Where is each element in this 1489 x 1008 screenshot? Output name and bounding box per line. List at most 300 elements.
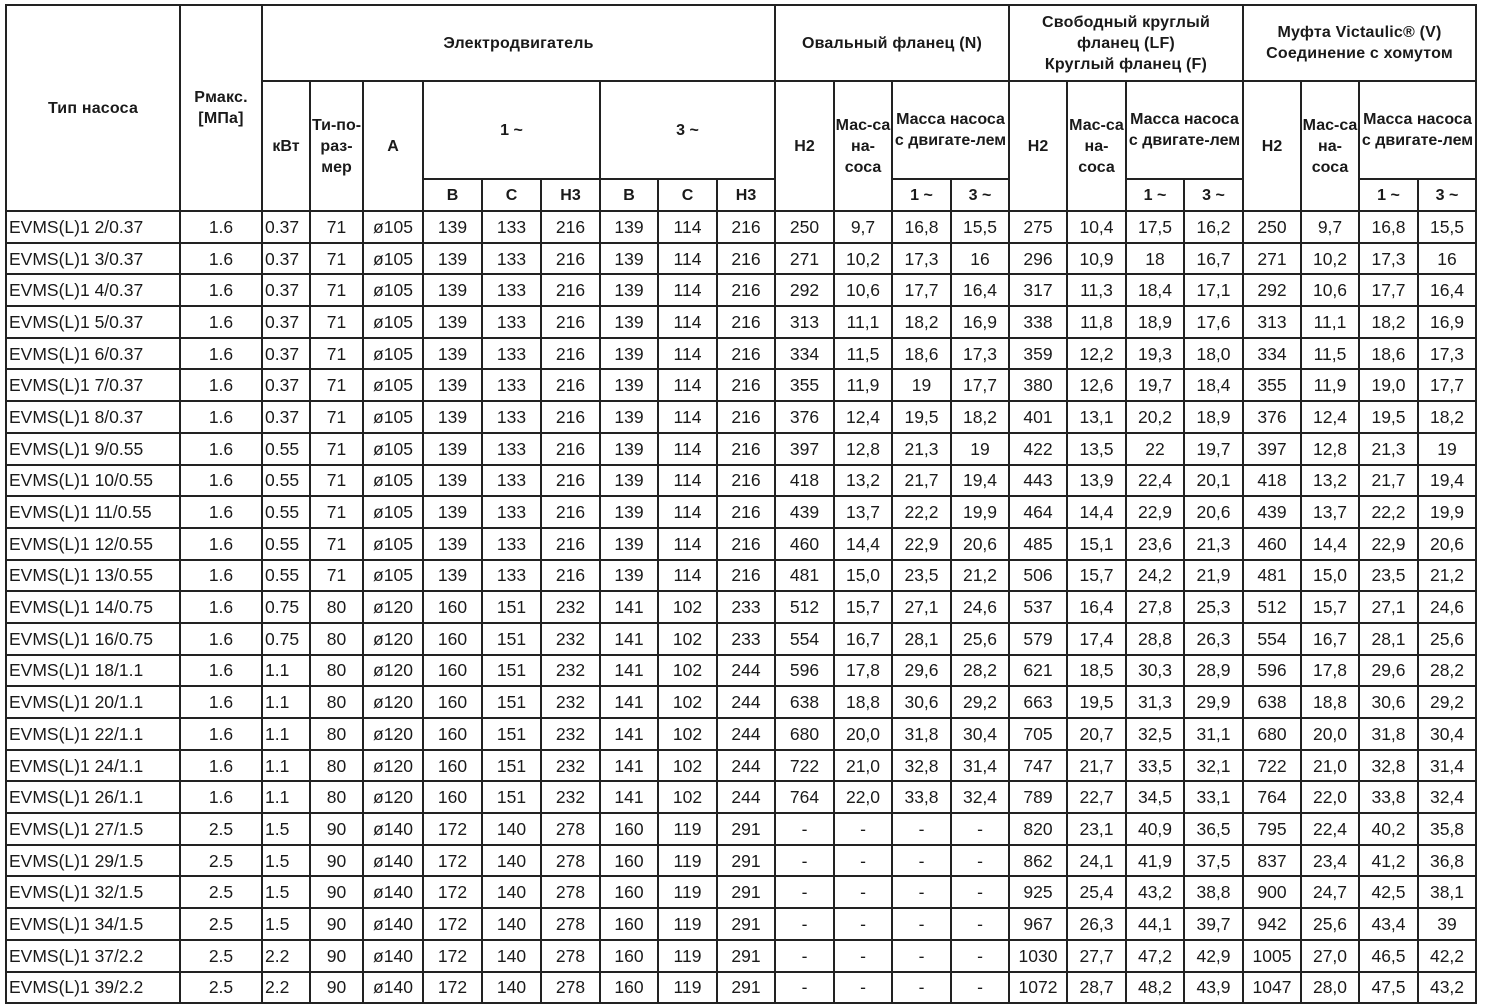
table-cell: 18,9 — [1184, 401, 1243, 433]
table-cell: 12,4 — [834, 401, 892, 433]
table-cell: 1.6 — [180, 750, 262, 782]
table-cell: 291 — [717, 845, 775, 877]
table-cell: 16,7 — [1184, 243, 1243, 275]
table-body — [6, 211, 1476, 1003]
table-cell: 1.5 — [262, 908, 310, 940]
table-cell: 13,5 — [1067, 433, 1126, 465]
table-row — [6, 940, 1476, 972]
table-cell: ø105 — [363, 338, 423, 370]
table-cell: 114 — [658, 243, 717, 275]
table-row — [6, 528, 1476, 560]
table-cell: 596 — [1243, 655, 1301, 687]
pump-type-cell: EVMS(L)1 18/1.1 — [6, 655, 180, 687]
table-cell: 278 — [541, 845, 600, 877]
table-cell: 160 — [423, 591, 482, 623]
table-cell: ø105 — [363, 528, 423, 560]
table-cell: 139 — [600, 369, 658, 401]
table-cell: 22,9 — [1126, 496, 1184, 528]
table-cell: 15,0 — [834, 560, 892, 592]
table-cell: 291 — [717, 940, 775, 972]
table-cell: 10,9 — [1067, 243, 1126, 275]
table-cell: 172 — [423, 813, 482, 845]
table-cell: 160 — [600, 908, 658, 940]
table-cell: 16,7 — [834, 623, 892, 655]
table-cell: 19,9 — [1418, 496, 1476, 528]
table-cell: 17,1 — [1184, 274, 1243, 306]
table-cell: 443 — [1009, 465, 1067, 497]
table-cell: 139 — [600, 496, 658, 528]
table-cell: 12,8 — [834, 433, 892, 465]
table-cell: 537 — [1009, 591, 1067, 623]
table-cell: 32,8 — [892, 750, 951, 782]
table-cell: 29,9 — [1184, 686, 1243, 718]
table-cell: 42,9 — [1184, 940, 1243, 972]
table-cell: 1.6 — [180, 243, 262, 275]
table-cell: 141 — [600, 686, 658, 718]
table-cell: 942 — [1243, 908, 1301, 940]
table-cell: 28,0 — [1301, 972, 1359, 1004]
table-cell: 28,8 — [1126, 623, 1184, 655]
table-cell: 2.5 — [180, 908, 262, 940]
table-cell: 216 — [541, 243, 600, 275]
table-cell: 21,7 — [1359, 465, 1418, 497]
header-pump-type: Тип насоса — [6, 5, 180, 211]
table-cell: - — [951, 845, 1009, 877]
table-cell: 481 — [775, 560, 834, 592]
table-cell: - — [775, 845, 834, 877]
table-cell: 139 — [423, 338, 482, 370]
table-cell: 10,6 — [1301, 274, 1359, 306]
header-oval-pump-mass: Мас-са на-соса — [834, 81, 892, 211]
header-motor: Электродвигатель — [262, 5, 775, 81]
table-row — [6, 401, 1476, 433]
table-cell: 21,2 — [951, 560, 1009, 592]
table-cell: 12,4 — [1301, 401, 1359, 433]
table-cell: 34,5 — [1126, 781, 1184, 813]
table-cell: 172 — [423, 940, 482, 972]
table-cell: 71 — [310, 274, 363, 306]
table-cell: 71 — [310, 243, 363, 275]
table-cell: 133 — [482, 369, 541, 401]
table-cell: 22,0 — [834, 781, 892, 813]
table-cell: 16,2 — [1184, 211, 1243, 243]
table-cell: - — [775, 876, 834, 908]
table-cell: 397 — [1243, 433, 1301, 465]
table-cell: 2.5 — [180, 940, 262, 972]
table-cell: 102 — [658, 655, 717, 687]
pump-type-cell: EVMS(L)1 39/2.2 — [6, 972, 180, 1004]
table-cell: 26,3 — [1184, 623, 1243, 655]
table-cell: 397 — [775, 433, 834, 465]
table-cell: ø120 — [363, 686, 423, 718]
table-cell: 0.37 — [262, 338, 310, 370]
table-cell: 160 — [423, 686, 482, 718]
table-cell: 621 — [1009, 655, 1067, 687]
table-cell: 1.6 — [180, 369, 262, 401]
table-cell: 24,7 — [1301, 876, 1359, 908]
table-cell: 1.6 — [180, 528, 262, 560]
table-cell: 43,9 — [1184, 972, 1243, 1004]
table-cell: 139 — [423, 528, 482, 560]
table-cell: 80 — [310, 623, 363, 655]
pump-type-cell: EVMS(L)1 10/0.55 — [6, 465, 180, 497]
table-cell: 16,4 — [1067, 591, 1126, 623]
table-cell: 48,2 — [1126, 972, 1184, 1004]
table-cell: 15,7 — [1067, 560, 1126, 592]
table-cell: 11,9 — [834, 369, 892, 401]
header-size: Ти-по-раз-мер — [310, 81, 363, 211]
table-cell: 90 — [310, 940, 363, 972]
table-cell: 13,2 — [1301, 465, 1359, 497]
header-c-3ph: C — [658, 179, 717, 211]
pump-type-cell: EVMS(L)1 8/0.37 — [6, 401, 180, 433]
table-cell: 22,7 — [1067, 781, 1126, 813]
table-cell: 21,0 — [834, 750, 892, 782]
table-cell: 313 — [1243, 306, 1301, 338]
table-cell: 0.55 — [262, 496, 310, 528]
table-cell: 21,9 — [1184, 560, 1243, 592]
table-cell: 216 — [541, 338, 600, 370]
table-cell: 460 — [775, 528, 834, 560]
table-cell: 28,1 — [1359, 623, 1418, 655]
table-cell: 29,6 — [1359, 655, 1418, 687]
pump-type-cell: EVMS(L)1 7/0.37 — [6, 369, 180, 401]
pump-type-cell: EVMS(L)1 5/0.37 — [6, 306, 180, 338]
table-cell: 33,8 — [892, 781, 951, 813]
table-cell: 16,8 — [1359, 211, 1418, 243]
table-cell: 764 — [775, 781, 834, 813]
table-cell: 292 — [775, 274, 834, 306]
table-cell: 32,4 — [1418, 781, 1476, 813]
table-cell: ø105 — [363, 401, 423, 433]
header-phase-3: 3 ~ — [600, 81, 775, 179]
table-cell: 17,7 — [892, 274, 951, 306]
table-cell: 133 — [482, 338, 541, 370]
table-cell: 12,6 — [1067, 369, 1126, 401]
table-cell: 43,2 — [1418, 972, 1476, 1004]
table-cell: 71 — [310, 465, 363, 497]
table-cell: 862 — [1009, 845, 1067, 877]
table-cell: 140 — [482, 940, 541, 972]
table-cell: 90 — [310, 972, 363, 1004]
pump-type-cell: EVMS(L)1 24/1.1 — [6, 750, 180, 782]
table-row — [6, 718, 1476, 750]
table-row — [6, 243, 1476, 275]
table-cell: 114 — [658, 560, 717, 592]
table-cell: 114 — [658, 274, 717, 306]
table-cell: 28,2 — [951, 655, 1009, 687]
table-cell: 35,8 — [1418, 813, 1476, 845]
table-cell: 1.1 — [262, 686, 310, 718]
table-cell: 820 — [1009, 813, 1067, 845]
table-cell: 291 — [717, 972, 775, 1004]
table-cell: 119 — [658, 876, 717, 908]
table-cell: 764 — [1243, 781, 1301, 813]
table-cell: 244 — [717, 718, 775, 750]
table-cell: 485 — [1009, 528, 1067, 560]
table-cell: 10,4 — [1067, 211, 1126, 243]
table-cell: - — [775, 940, 834, 972]
table-row — [6, 338, 1476, 370]
table-cell: 216 — [717, 369, 775, 401]
table-cell: 16,4 — [951, 274, 1009, 306]
table-cell: 317 — [1009, 274, 1067, 306]
table-cell: 114 — [658, 369, 717, 401]
table-cell: 22,0 — [1301, 781, 1359, 813]
table-cell: 71 — [310, 496, 363, 528]
table-cell: 216 — [541, 496, 600, 528]
table-cell: 10,2 — [1301, 243, 1359, 275]
table-cell: - — [775, 972, 834, 1004]
table-cell: 464 — [1009, 496, 1067, 528]
table-cell: 216 — [541, 306, 600, 338]
table-cell: 90 — [310, 813, 363, 845]
table-cell: 31,4 — [951, 750, 1009, 782]
table-cell: ø120 — [363, 591, 423, 623]
table-cell: 139 — [600, 306, 658, 338]
table-cell: 26,3 — [1067, 908, 1126, 940]
table-cell: 216 — [717, 560, 775, 592]
table-cell: 40,9 — [1126, 813, 1184, 845]
table-cell: 216 — [541, 465, 600, 497]
table-cell: 1.6 — [180, 274, 262, 306]
header-round-flange — [1009, 5, 1243, 81]
table-cell: 139 — [600, 274, 658, 306]
table-cell: ø140 — [363, 940, 423, 972]
table-cell: 140 — [482, 813, 541, 845]
table-cell: 11,1 — [834, 306, 892, 338]
table-row — [6, 623, 1476, 655]
table-cell: 19,4 — [951, 465, 1009, 497]
table-cell: 46,5 — [1359, 940, 1418, 972]
table-cell: 25,6 — [1301, 908, 1359, 940]
header-a: A — [363, 81, 423, 211]
table-cell: 39 — [1418, 908, 1476, 940]
table-row — [6, 876, 1476, 908]
table-cell: 31,3 — [1126, 686, 1184, 718]
table-cell: - — [834, 940, 892, 972]
table-cell: 140 — [482, 972, 541, 1004]
table-cell: 460 — [1243, 528, 1301, 560]
table-cell: 80 — [310, 781, 363, 813]
table-cell: 2.5 — [180, 876, 262, 908]
table-cell: 18,8 — [834, 686, 892, 718]
table-cell: 2.2 — [262, 940, 310, 972]
table-cell: 278 — [541, 908, 600, 940]
table-cell: 160 — [423, 623, 482, 655]
table-cell: 0.37 — [262, 274, 310, 306]
table-cell: 13,2 — [834, 465, 892, 497]
table-row — [6, 560, 1476, 592]
table-cell: 139 — [423, 211, 482, 243]
table-cell: - — [834, 876, 892, 908]
table-cell: 1.1 — [262, 781, 310, 813]
table-cell: 71 — [310, 401, 363, 433]
header-oval-mass-1ph: 1 ~ — [892, 179, 951, 211]
table-cell: - — [892, 813, 951, 845]
table-cell: - — [775, 813, 834, 845]
table-cell: 0.55 — [262, 433, 310, 465]
table-cell: 139 — [423, 306, 482, 338]
table-cell: 20,6 — [1184, 496, 1243, 528]
table-cell: 232 — [541, 718, 600, 750]
table-cell: 140 — [482, 908, 541, 940]
table-cell: - — [892, 876, 951, 908]
table-cell: 554 — [775, 623, 834, 655]
header-round-mass-3ph: 3 ~ — [1184, 179, 1243, 211]
header-vict-mass-3ph: 3 ~ — [1418, 179, 1476, 211]
table-cell: 133 — [482, 306, 541, 338]
table-cell: 1.1 — [262, 750, 310, 782]
table-cell: 20,0 — [1301, 718, 1359, 750]
table-cell: 133 — [482, 496, 541, 528]
table-cell: 114 — [658, 401, 717, 433]
header-h3-3ph: H3 — [717, 179, 775, 211]
table-cell: 30,6 — [1359, 686, 1418, 718]
table-cell: 21,3 — [1184, 528, 1243, 560]
table-cell: - — [951, 972, 1009, 1004]
table-cell: 42,5 — [1359, 876, 1418, 908]
table-cell: 747 — [1009, 750, 1067, 782]
table-cell: 172 — [423, 972, 482, 1004]
table-cell: 1.6 — [180, 465, 262, 497]
table-cell: - — [951, 940, 1009, 972]
table-cell: 139 — [600, 243, 658, 275]
table-cell: ø140 — [363, 972, 423, 1004]
table-cell: 33,5 — [1126, 750, 1184, 782]
table-cell: 47,2 — [1126, 940, 1184, 972]
table-cell: 17,7 — [1418, 369, 1476, 401]
table-cell: 338 — [1009, 306, 1067, 338]
table-cell: 216 — [717, 338, 775, 370]
table-cell: 250 — [1243, 211, 1301, 243]
table-cell: 22,9 — [892, 528, 951, 560]
pump-type-cell: EVMS(L)1 11/0.55 — [6, 496, 180, 528]
table-cell: ø105 — [363, 465, 423, 497]
table-cell: 355 — [775, 369, 834, 401]
pump-spec-table — [5, 4, 1477, 1004]
table-cell: 37,5 — [1184, 845, 1243, 877]
header-kw: кВт — [262, 81, 310, 211]
pump-type-cell: EVMS(L)1 12/0.55 — [6, 528, 180, 560]
table-cell: 232 — [541, 686, 600, 718]
table-cell: 1.6 — [180, 211, 262, 243]
table-cell: 278 — [541, 972, 600, 1004]
table-row — [6, 781, 1476, 813]
table-cell: 28,1 — [892, 623, 951, 655]
table-cell: 151 — [482, 686, 541, 718]
header-round-h2: H2 — [1009, 81, 1067, 211]
table-cell: 0.75 — [262, 591, 310, 623]
table-cell: 554 — [1243, 623, 1301, 655]
table-cell: 13,1 — [1067, 401, 1126, 433]
table-cell: 401 — [1009, 401, 1067, 433]
table-cell: 19,7 — [1184, 433, 1243, 465]
table-cell: 139 — [423, 243, 482, 275]
table-cell: 140 — [482, 876, 541, 908]
header-oval-flange: Овальный фланец (N) — [775, 5, 1009, 81]
table-cell: ø105 — [363, 496, 423, 528]
header-round-line-1: Свободный круглый — [1042, 13, 1210, 31]
table-cell: 2.5 — [180, 845, 262, 877]
table-cell: 233 — [717, 591, 775, 623]
table-cell: 36,8 — [1418, 845, 1476, 877]
table-cell: 439 — [775, 496, 834, 528]
table-cell: 1.6 — [180, 401, 262, 433]
table-cell: 705 — [1009, 718, 1067, 750]
table-cell: 11,5 — [1301, 338, 1359, 370]
header-victaulic-line-1: Муфта Victaulic® (V) — [1277, 24, 1442, 41]
table-cell: 24,2 — [1126, 560, 1184, 592]
table-cell: - — [892, 845, 951, 877]
table-cell: 15,5 — [951, 211, 1009, 243]
table-cell: 216 — [717, 274, 775, 306]
table-cell: 418 — [775, 465, 834, 497]
table-cell: 1.6 — [180, 433, 262, 465]
table-row — [6, 591, 1476, 623]
table-cell: 19,7 — [1126, 369, 1184, 401]
table-cell: 19,4 — [1418, 465, 1476, 497]
table-cell: 232 — [541, 781, 600, 813]
table-cell: - — [951, 908, 1009, 940]
table-cell: 638 — [775, 686, 834, 718]
table-cell: ø105 — [363, 211, 423, 243]
table-cell: 21,2 — [1418, 560, 1476, 592]
table-cell: 32,5 — [1126, 718, 1184, 750]
header-victaulic — [1243, 5, 1476, 81]
table-cell: 0.37 — [262, 401, 310, 433]
table-cell: 20,1 — [1184, 465, 1243, 497]
table-cell: 41,2 — [1359, 845, 1418, 877]
table-cell: 27,1 — [892, 591, 951, 623]
table-row — [6, 306, 1476, 338]
table-cell: ø120 — [363, 623, 423, 655]
table-cell: 30,4 — [1418, 718, 1476, 750]
table-cell: 380 — [1009, 369, 1067, 401]
table-cell: 139 — [600, 401, 658, 433]
table-cell: 17,3 — [1359, 243, 1418, 275]
table-cell: 40,2 — [1359, 813, 1418, 845]
table-cell: 12,2 — [1067, 338, 1126, 370]
table-cell: 1.6 — [180, 496, 262, 528]
table-cell: 71 — [310, 528, 363, 560]
table-cell: 1047 — [1243, 972, 1301, 1004]
table-cell: 160 — [423, 718, 482, 750]
table-cell: ø105 — [363, 274, 423, 306]
table-cell: - — [892, 972, 951, 1004]
table-cell: 38,1 — [1418, 876, 1476, 908]
table-cell: 114 — [658, 465, 717, 497]
table-cell: 24,1 — [1067, 845, 1126, 877]
table-cell: 278 — [541, 876, 600, 908]
table-cell: 28,2 — [1418, 655, 1476, 687]
table-cell: 439 — [1243, 496, 1301, 528]
table-cell: 313 — [775, 306, 834, 338]
table-cell: 216 — [717, 528, 775, 560]
table-cell: 216 — [541, 274, 600, 306]
table-cell: 36,5 — [1184, 813, 1243, 845]
table-cell: 1.6 — [180, 623, 262, 655]
table-cell: 216 — [717, 306, 775, 338]
table-cell: 22,2 — [1359, 496, 1418, 528]
table-cell: 1.6 — [180, 338, 262, 370]
table-cell: 18,2 — [1359, 306, 1418, 338]
table-cell: 17,8 — [1301, 655, 1359, 687]
table-cell: 22,9 — [1359, 528, 1418, 560]
table-cell: - — [892, 940, 951, 972]
table-cell: 114 — [658, 496, 717, 528]
table-cell: 102 — [658, 718, 717, 750]
